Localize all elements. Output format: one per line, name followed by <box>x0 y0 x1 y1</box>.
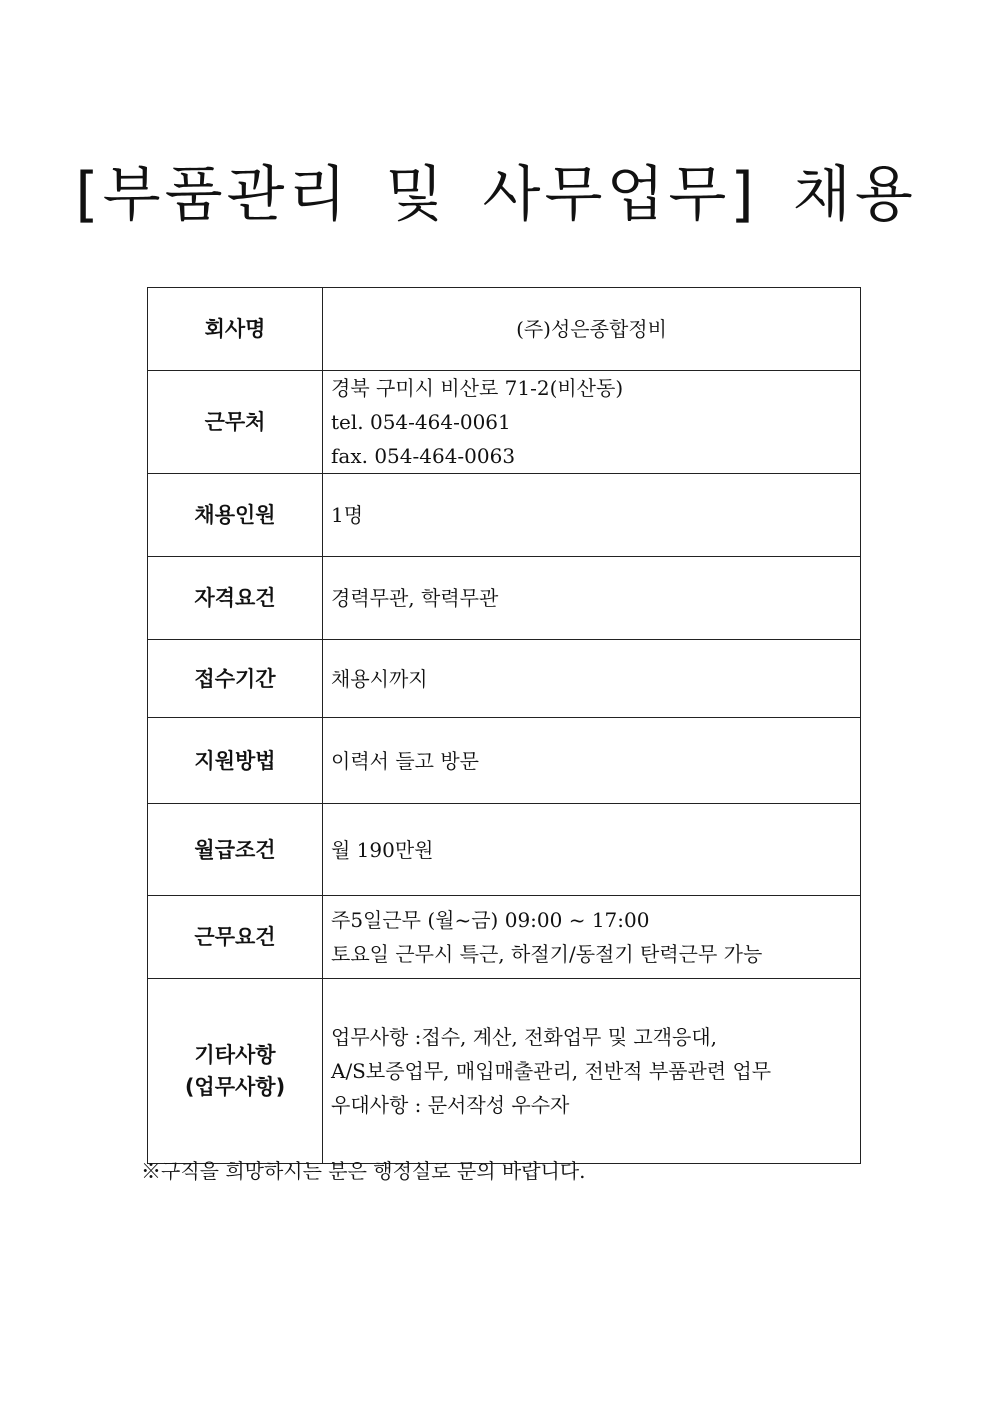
etc-line-2: A/S보증업무, 매입매출관리, 전반적 부품관련 업무 <box>331 1059 772 1083</box>
workplace-address: 경북 구미시 비산로 71-2(비산동) <box>331 376 624 400</box>
period-label: 접수기간 <box>148 640 323 718</box>
etc-label-line-1: 기타사항 <box>194 1043 276 1067</box>
conditions-line-1: 주5일근무 (월~금) 09:00 ~ 17:00 <box>331 908 650 932</box>
company-label: 회사명 <box>148 288 323 371</box>
table-row-qualification <box>148 557 861 640</box>
etc-label-line-2: (업무사항) <box>184 1075 286 1099</box>
method-value: 이력서 들고 방문 <box>323 718 861 804</box>
headcount-label: 채용인원 <box>148 474 323 557</box>
table-row-etc <box>148 979 861 1164</box>
period-value: 채용시까지 <box>323 640 861 718</box>
workplace-tel: tel. 054-464-0061 <box>331 410 511 434</box>
etc-line-1: 업무사항 :접수, 계산, 전화업무 및 고객응대, <box>331 1025 718 1049</box>
salary-value: 월 190만원 <box>323 804 861 896</box>
table-row-conditions <box>148 896 861 979</box>
workplace-label: 근무처 <box>148 371 323 474</box>
table-row-company <box>148 288 861 371</box>
footnote: ※구직을 희망하시는 분은 행정실로 문의 바랍니다. <box>141 1159 586 1183</box>
workplace-value <box>323 371 861 474</box>
qualification-value: 경력무관, 학력무관 <box>323 557 861 640</box>
etc-line-3: 우대사항 : 문서작성 우수자 <box>331 1093 570 1117</box>
table-row-salary <box>148 804 861 896</box>
table-row-workplace <box>148 371 861 474</box>
etc-label <box>148 979 323 1164</box>
conditions-label: 근무요건 <box>148 896 323 979</box>
page-title: [부품관리 및 사무업무] 채용 <box>75 160 917 230</box>
salary-label: 월급조건 <box>148 804 323 896</box>
table-row-period <box>148 640 861 718</box>
table-row-headcount <box>148 474 861 557</box>
headcount-value: 1명 <box>323 474 861 557</box>
company-value: (주)성은종합정비 <box>323 288 861 371</box>
method-label: 지원방법 <box>148 718 323 804</box>
conditions-line-2: 토요일 근무시 특근, 하절기/동절기 탄력근무 가능 <box>331 942 763 966</box>
qualification-label: 자격요건 <box>148 557 323 640</box>
job-info-table <box>147 287 861 1164</box>
conditions-value <box>323 896 861 979</box>
workplace-fax: fax. 054-464-0063 <box>331 444 516 468</box>
table-row-method <box>148 718 861 804</box>
etc-value <box>323 979 861 1164</box>
